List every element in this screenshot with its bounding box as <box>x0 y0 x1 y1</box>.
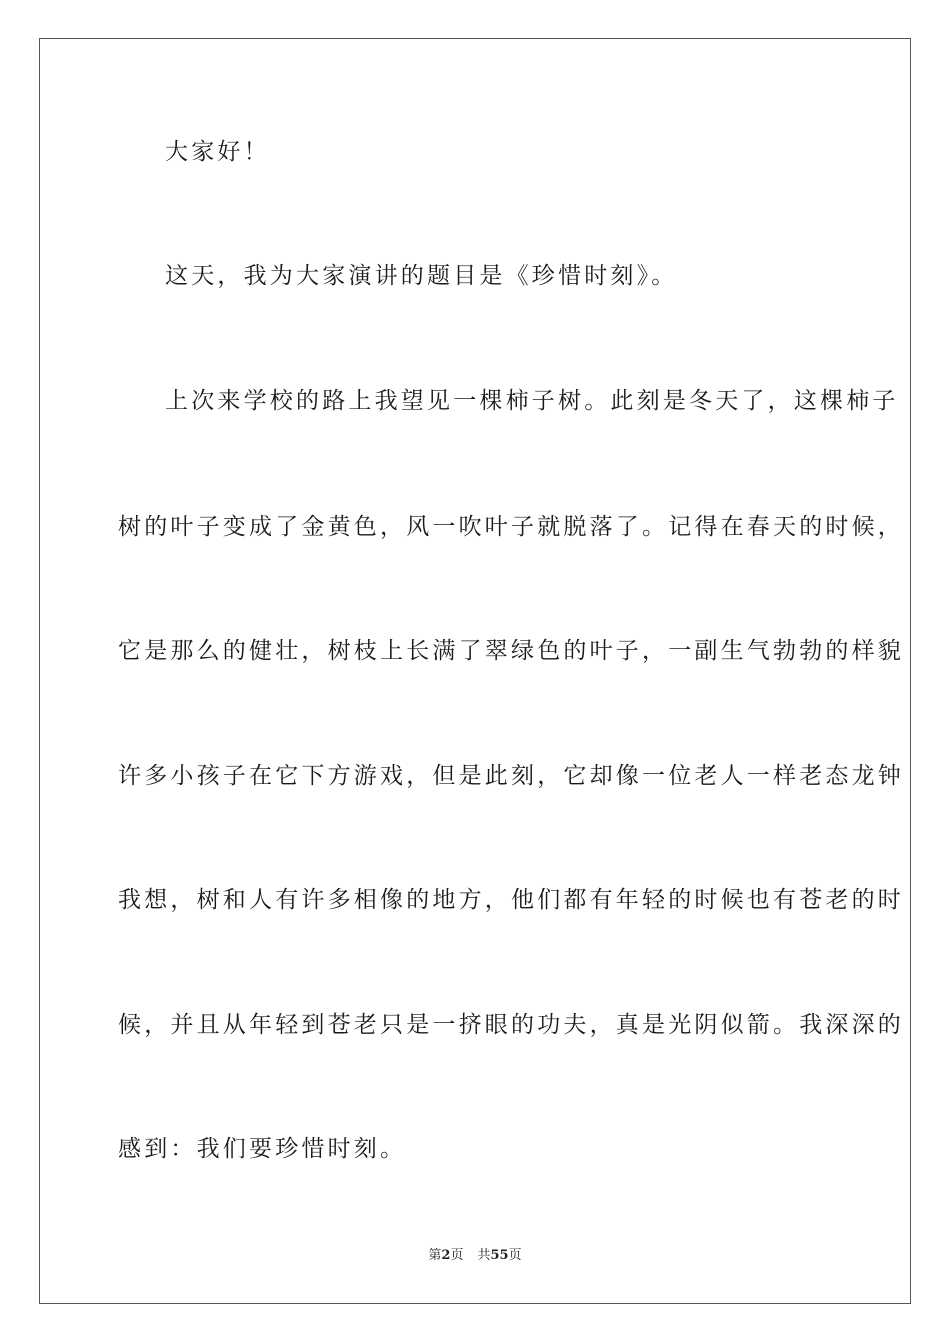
greeting-line: 大家好！ <box>165 139 270 165</box>
total-pages: 55 <box>490 1248 509 1263</box>
topic-line: 这天，我为大家演讲的题目是《珍惜时刻》。 <box>165 263 678 289</box>
page-number: 2 <box>441 1248 451 1263</box>
page-suffix: 页 <box>450 1248 464 1263</box>
total-suffix: 页 <box>508 1248 522 1263</box>
page-border <box>39 38 911 1304</box>
total-prefix: 共 <box>477 1248 491 1263</box>
page-prefix: 第 <box>428 1248 442 1263</box>
paragraph-line-1: 上次来学校的路上我望见一棵柿子树。此刻是冬天了，这棵柿子 <box>165 388 899 414</box>
paragraph-line-5: 我想，树和人有许多相像的地方，他们都有年轻的时候也有苍老的时 <box>118 887 904 913</box>
paragraph-line-6: 候，并且从年轻到苍老只是一挤眼的功夫，真是光阴似箭。我深深的 <box>118 1012 904 1038</box>
paragraph-line-3: 它是那么的健壮，树枝上长满了翠绿色的叶子，一副生气勃勃的样貌 <box>118 638 904 664</box>
paragraph-line-4: 许多小孩子在它下方游戏，但是此刻，它却像一位老人一样老态龙钟 <box>118 763 904 789</box>
page-footer <box>0 1247 950 1265</box>
paragraph-line-7: 感到：我们要珍惜时刻。 <box>118 1136 407 1162</box>
paragraph-line-2: 树的叶子变成了金黄色，风一吹叶子就脱落了。记得在春天的时候， <box>118 514 904 540</box>
